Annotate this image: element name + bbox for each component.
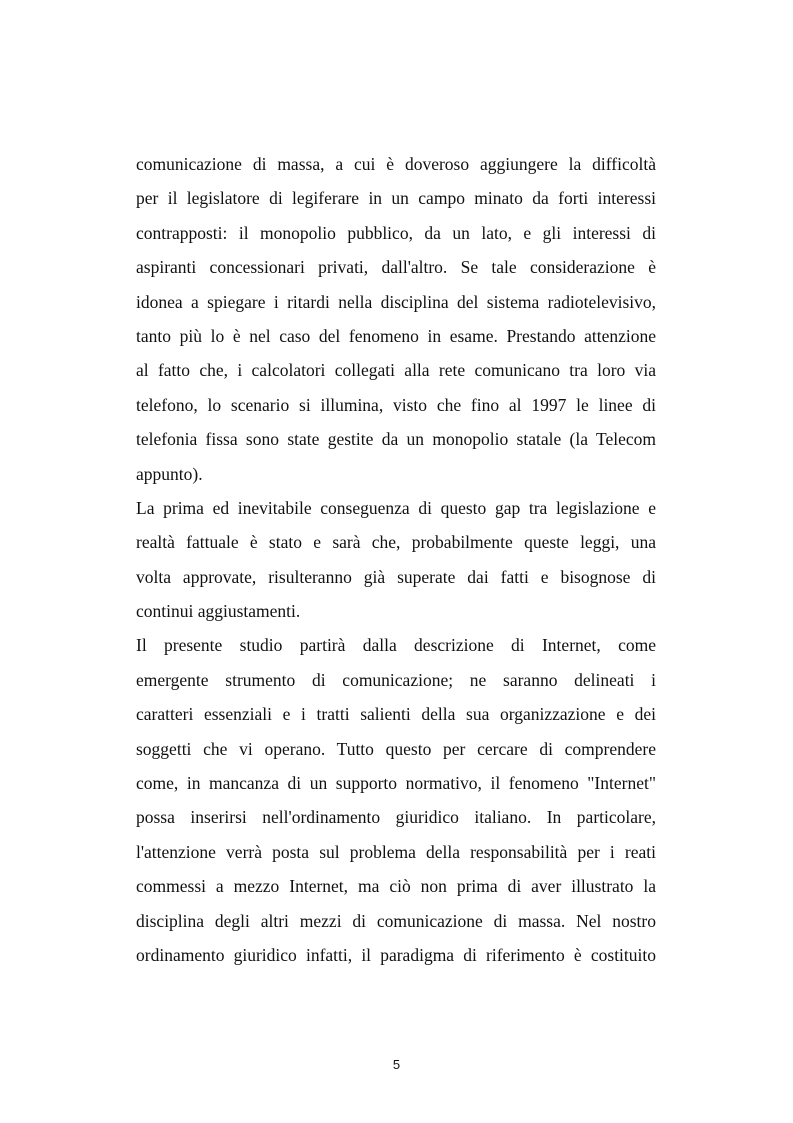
text-line: Il presente studio partirà dalla descrizione di Internet, come (136, 635, 656, 656)
text-line: telefono, lo scenario si illumina, visto che fino al 1997 le linee di (136, 394, 656, 415)
text-line: realtà fattuale è stato e sarà che, probabilmente queste leggi, una (136, 532, 656, 553)
text-line: aspiranti concessionari privati, dall'altro. Se tale considerazione è (136, 257, 656, 278)
text-line: possa inserirsi nell'ordinamento giuridico italiano. In particolare, (136, 807, 656, 828)
text-line: soggetti che vi operano. Tutto questo per cercare di comprendere (136, 738, 656, 759)
page-number: 5 (392, 1057, 401, 1072)
text-line: per il legislatore di legiferare in un campo minato da forti interessi (136, 188, 656, 209)
text-line: appunto). (136, 463, 203, 484)
body-text (136, 147, 656, 972)
text-line: La prima ed inevitabile conseguenza di questo gap tra legislazione e (136, 497, 656, 518)
text-line: al fatto che, i calcolatori collegati alla rete comunicano tra loro via (136, 360, 656, 381)
text-line: comunicazione di massa, a cui è doveroso aggiungere la difficoltà (136, 154, 656, 174)
paragraph (136, 628, 656, 972)
text-line: emergente strumento di comunicazione; ne saranno delineati i (136, 669, 656, 690)
text-line: caratteri essenziali e i tratti salienti della sua organizzazione e dei (136, 704, 656, 725)
text-line: commessi a mezzo Internet, ma ciò non prima di aver illustrato la (136, 876, 656, 897)
text-line: contrapposti: il monopolio pubblico, da un lato, e gli interessi di (136, 222, 656, 243)
text-line: disciplina degli altri mezzi di comunicazione di massa. Nel nostro (136, 910, 656, 931)
text-line: l'attenzione verrà posta sul problema della responsabilità per i reati (136, 841, 656, 862)
paragraph (136, 491, 656, 629)
text-line: ordinamento giuridico infatti, il paradigma di riferimento è costituito (136, 944, 656, 965)
text-line: idonea a spiegare i ritardi nella disciplina del sistema radiotelevisivo, (136, 291, 656, 312)
text-line: tanto più lo è nel caso del fenomeno in esame. Prestando attenzione (136, 325, 656, 346)
text-line: volta approvate, risulteranno già superate dai fatti e bisognose di (136, 566, 656, 587)
text-line: telefonia fissa sono state gestite da un monopolio statale (la Telecom (136, 429, 656, 450)
text-line: come, in mancanza di un supporto normativo, il fenomeno "Internet" (136, 773, 656, 794)
text-line: continui aggiustamenti. (136, 601, 301, 622)
paragraph (136, 147, 656, 491)
